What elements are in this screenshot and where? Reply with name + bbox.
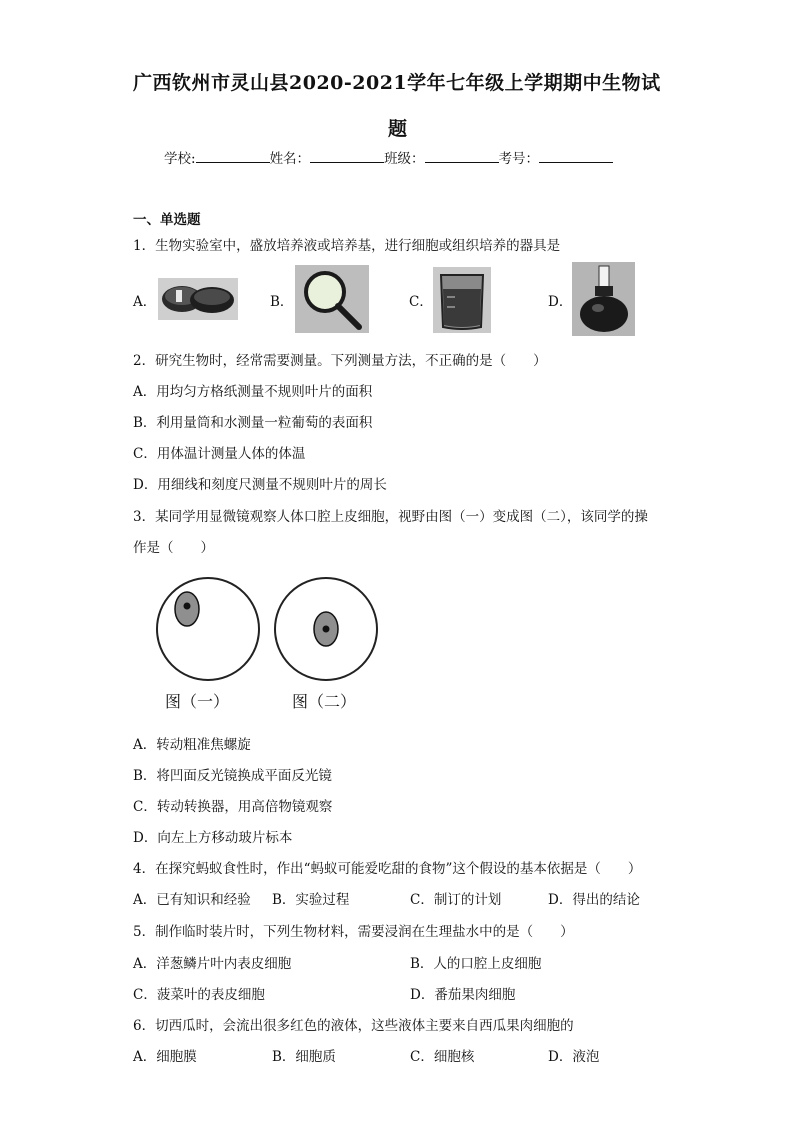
q2-option-d[interactable]: D．用细线和刻度尺测量不规则叶片的周长 (133, 477, 387, 493)
class-field[interactable] (425, 148, 499, 163)
q1-option-d-label: D． (548, 294, 573, 310)
name-label: 姓名： (269, 151, 311, 167)
q2-option-b[interactable]: B．利用量筒和水测量一粒葡萄的表面积 (133, 415, 373, 431)
q3-option-d[interactable]: D．向左上方移动玻片标本 (133, 830, 293, 846)
figure-1-label: 图（一） (165, 692, 230, 711)
school-label: 学校: (164, 151, 196, 167)
q4-option-b[interactable]: B．实验过程 (272, 892, 350, 908)
q3-option-a[interactable]: A．转动粗准焦螺旋 (133, 737, 251, 753)
q2-option-a[interactable]: A．用均匀方格纸测量不规则叶片的面积 (133, 384, 373, 400)
q5-option-b[interactable]: B．人的口腔上皮细胞 (410, 956, 542, 972)
q1-option-c-label: C． (409, 294, 433, 310)
q2-stem: 2．研究生物时，经常需要测量。下列测量方法，不正确的是（ ） (133, 353, 547, 369)
q3-option-c[interactable]: C．转动转换器，用高倍物镜观察 (133, 799, 333, 815)
q5-option-a[interactable]: A．洋葱鳞片叶内表皮细胞 (133, 956, 292, 972)
q3-stem-line2: 作是（ ） (133, 540, 214, 556)
q6-option-b[interactable]: B．细胞质 (272, 1049, 336, 1065)
info-row (164, 147, 613, 167)
magnifier-icon (295, 265, 369, 333)
q6-option-c[interactable]: C．细胞核 (410, 1049, 475, 1065)
q6-option-a[interactable]: A．细胞膜 (133, 1049, 197, 1065)
q1-stem: 1．生物实验室中，盛放培养液或培养基，进行细胞或组织培养的器具是 (133, 238, 561, 254)
q5-stem: 5．制作临时装片时，下列生物材料，需要浸润在生理盐水中的是（ ） (133, 924, 574, 940)
q4-option-c[interactable]: C．制订的计划 (410, 892, 502, 908)
q1-option-a-label: A． (133, 294, 157, 310)
q1-option-b-label: B． (270, 294, 294, 310)
q3-option-b[interactable]: B．将凹面反光镜换成平面反光镜 (133, 768, 332, 784)
exam-no-field[interactable] (539, 148, 613, 163)
section-heading: 一、单选题 (133, 212, 201, 228)
microscope-field-figure (150, 574, 390, 684)
q3-stem-line1: 3．某同学用显微镜观察人体口腔上皮细胞，视野由图（一）变成图（二），该同学的操 (133, 509, 648, 525)
alcohol-lamp-icon (572, 262, 635, 336)
beaker-icon (433, 267, 491, 333)
q6-option-d[interactable]: D．液泡 (548, 1049, 600, 1065)
page-title-line2: 题 (388, 118, 408, 140)
school-field[interactable] (196, 148, 270, 163)
page-title-line1: 广西钦州市灵山县2020-2021学年七年级上学期期中生物试 (133, 72, 661, 94)
q4-option-d[interactable]: D．得出的结论 (548, 892, 640, 908)
q5-option-d[interactable]: D．番茄果肉细胞 (410, 987, 516, 1003)
figure-2-label: 图（二） (292, 692, 357, 711)
field-of-view-2 (275, 578, 377, 680)
name-field[interactable] (310, 148, 384, 163)
q5-option-c[interactable]: C．菠菜叶的表皮细胞 (133, 987, 265, 1003)
q4-option-a[interactable]: A．已有知识和经验 (133, 892, 251, 908)
petri-dish-icon (158, 278, 238, 320)
exam-no-label: 考号： (498, 151, 540, 167)
class-label: 班级： (384, 151, 425, 167)
q4-stem: 4．在探究蚂蚁食性时，作出“蚂蚁可能爱吃甜的食物”这个假设的基本依据是（ ） (133, 861, 642, 877)
q6-stem: 6．切西瓜时，会流出很多红色的液体，这些液体主要来自西瓜果肉细胞的 (133, 1018, 574, 1034)
field-of-view-1 (157, 578, 259, 680)
q2-option-c[interactable]: C．用体温计测量人体的体温 (133, 446, 306, 462)
